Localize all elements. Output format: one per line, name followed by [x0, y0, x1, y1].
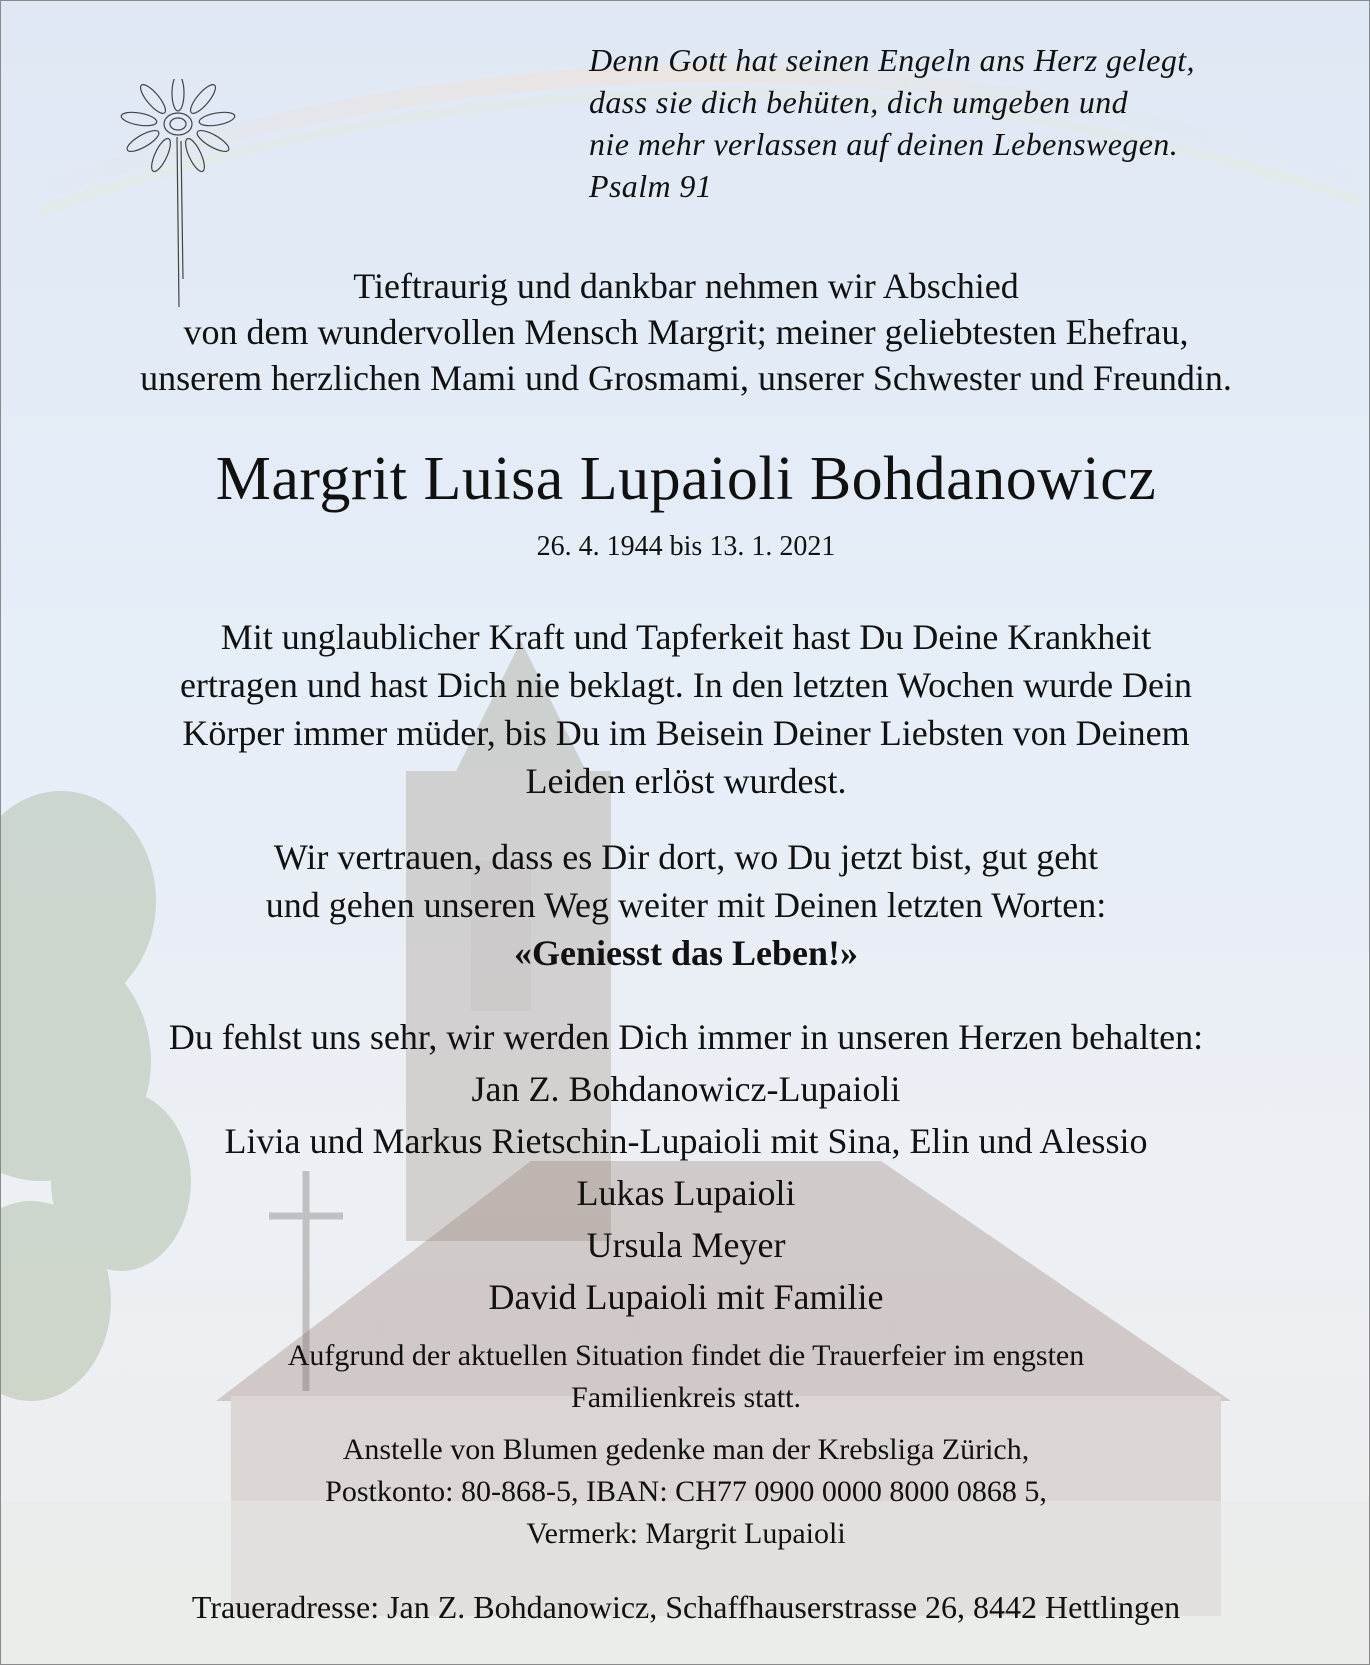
- paragraph-line: ertragen und hast Dich nie beklagt. In den letzten Wochen wurde Dein: [179, 665, 1193, 705]
- trust-paragraph: [21, 833, 1351, 977]
- intro-line: Tieftraurig und dankbar nehmen wir Abschied: [353, 266, 1019, 306]
- deceased-name: Margrit Luisa Lupaioli Bohdanowicz: [215, 445, 1157, 513]
- ceremony-line: Aufgrund der aktuellen Situation findet die Trauerfeier im engsten: [287, 1339, 1085, 1372]
- donation-note: [21, 1429, 1351, 1555]
- donation-line: Postkonto: 80-868-5, IBAN: CH77 0900 0000 8000 0868 5,: [325, 1475, 1047, 1508]
- paragraph-line: Mit unglaublicher Kraft und Tapferkeit hast Du Deine Krankheit: [220, 617, 1152, 657]
- last-words-quote: «Geniesst das Leben!»: [513, 933, 859, 973]
- mourner-name: Livia und Markus Rietschin-Lupaioli mit Sina, Elin und Alessio: [224, 1121, 1148, 1161]
- paragraph-line: Körper immer müder, bis Du im Beisein Deiner Liebsten von Deinem: [182, 713, 1190, 753]
- mourner-name: Jan Z. Bohdanowicz-Lupaioli: [471, 1069, 901, 1109]
- intro-line: unserem herzlichen Mami und Grosmami, unserer Schwester und Freundin.: [140, 358, 1232, 398]
- farewell-intro: [21, 263, 1351, 401]
- illness-paragraph: [21, 613, 1351, 805]
- psalm-reference: Psalm 91: [589, 168, 713, 204]
- psalm-line: Denn Gott hat seinen Engeln ans Herz gelegt,: [589, 42, 1195, 78]
- mourners-list: [21, 1011, 1351, 1323]
- mourners-intro: Du fehlst uns sehr, wir werden Dich immer in unseren Herzen behalten:: [168, 1017, 1204, 1057]
- mourner-name: Ursula Meyer: [586, 1225, 786, 1265]
- paragraph-line: und gehen unseren Weg weiter mit Deinen letzten Worten:: [265, 885, 1107, 925]
- paragraph-line: Wir vertrauen, dass es Dir dort, wo Du jetzt bist, gut geht: [273, 837, 1099, 877]
- paragraph-line: Leiden erlöst wurdest.: [525, 761, 847, 801]
- psalm-line: dass sie dich behüten, dich umgeben und: [589, 84, 1129, 120]
- ceremony-line: Familienkreis statt.: [571, 1381, 801, 1414]
- mourner-name: David Lupaioli mit Familie: [488, 1277, 884, 1317]
- life-dates: 26. 4. 1944 bis 13. 1. 2021: [536, 531, 836, 562]
- ceremony-note: [21, 1335, 1351, 1419]
- mourning-address: Traueradresse: Jan Z. Bohdanowicz, Schaffhauserstrasse 26, 8442 Hettlingen: [191, 1589, 1181, 1625]
- intro-line: von dem wundervollen Mensch Margrit; meiner geliebtesten Ehefrau,: [183, 312, 1189, 352]
- donation-line: Anstelle von Blumen gedenke man der Krebsliga Zürich,: [342, 1433, 1030, 1466]
- mourner-name: Lukas Lupaioli: [576, 1173, 796, 1213]
- psalm-quote: [589, 39, 1349, 207]
- psalm-line: nie mehr verlassen auf deinen Lebenswegen.: [589, 126, 1179, 162]
- donation-line: Vermerk: Margrit Lupaioli: [526, 1517, 846, 1550]
